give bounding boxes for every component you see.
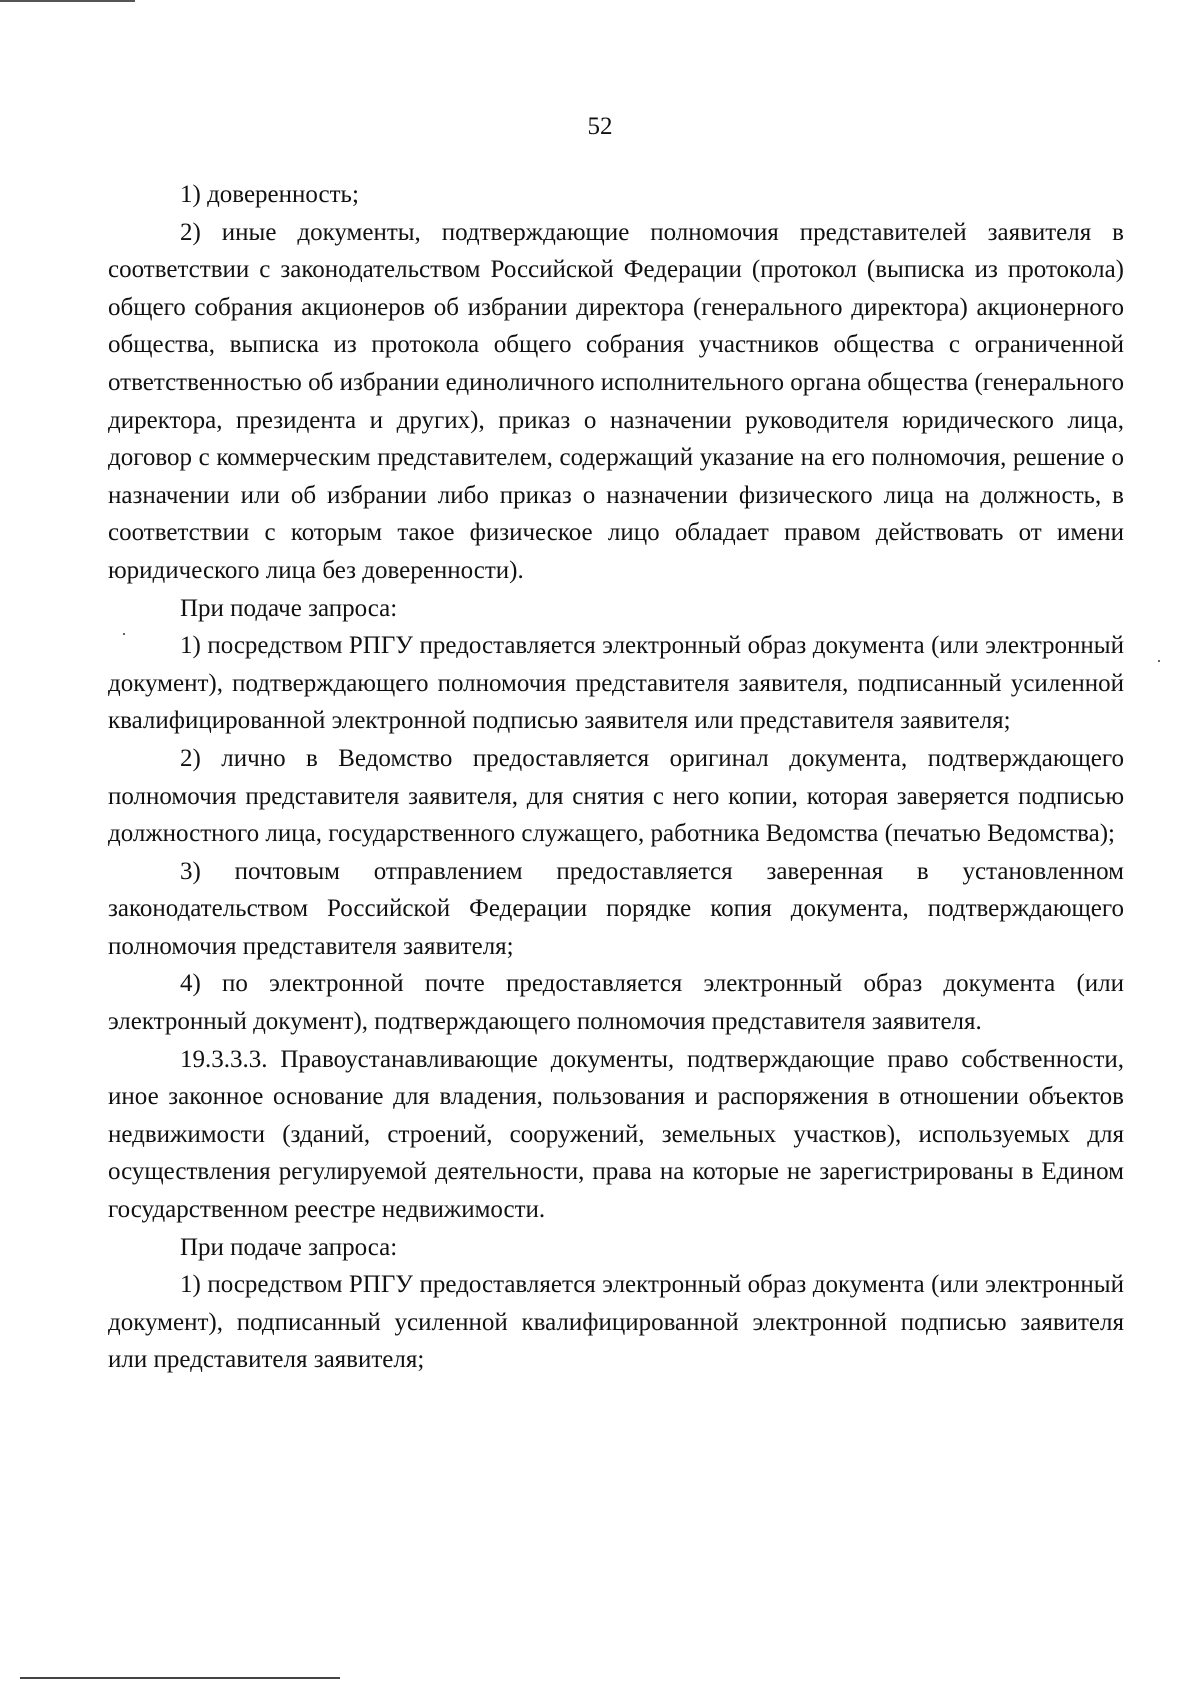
paragraph: 3) почтовым отправлением предоставляется заверенная в установленном законодательством Российской Федерации порядке копия документа, подтверждающего полномочия представителя заявителя; (108, 857, 1124, 960)
scan-edge-bottom (20, 1677, 340, 1679)
paragraph: 4) по электронной почте предоставляется электронный образ документа (или электронный документ), подтверждающего полномочия представителя заявителя. (108, 970, 1124, 1036)
scan-dot (1158, 660, 1160, 662)
paragraph: При подаче запроса: (180, 1233, 398, 1261)
page-number: 52 (587, 113, 613, 140)
paragraph: 1) посредством РПГУ предоставляется электронный образ документа (или электронный документ), подтверждающего полномочия представителя заявителя, подписанный усиленной квалифицированной электронной подписью заявителя или представителя заявителя; (108, 632, 1124, 735)
paragraph: 1) посредством РПГУ предоставляется электронный образ документа (или электронный документ), подписанный усиленной квалифицированной электронной подписью заявителя или представителя заявителя; (108, 1271, 1124, 1374)
scan-edge-top (0, 0, 135, 2)
paragraph: 1) доверенность; (180, 181, 359, 208)
document-body (108, 176, 1124, 1379)
paragraph: 2) иные документы, подтверждающие полномочия представителей заявителя в соответствии с законодательством Российской Федерации (протокол (выписка из протокола) общего собрания акционеров об избрании директора (генерального директора) акционерного общества, выписка из протокола общего собрания участников общества с ограниченной ответственностью об избрании единоличного исполнительного органа общества (генерального директора, президента и других), приказ о назначении руководителя юридического лица, договор с коммерческим представителем, содержащий указание на его полномочия, решение о назначении или об избрании либо приказ о назначении физического лица на должность, в соответствии с которым такое физическое лицо обладает правом действовать от имени юридического лица без доверенности). (108, 218, 1124, 584)
paragraph: При подаче запроса: (180, 594, 398, 622)
paragraph: 19.3.3.3. Правоустанавливающие документы, подтверждающие право собственности, иное законное основание для владения, пользования и распоряжения в отношении объектов недвижимости (зданий, строений, сооружений, земельных участков), используемых для осуществления регулируемой деятельности, права на которые не зарегистрированы в Едином государственном реестре недвижимости. (108, 1045, 1124, 1224)
paragraph: 2) лично в Ведомство предоставляется оригинал документа, подтверждающего полномочия представителя заявителя, для снятия с него копии, которая заверяется подписью должностного лица, государственного служащего, работника Ведомства (печатью Ведомства); (108, 744, 1124, 848)
